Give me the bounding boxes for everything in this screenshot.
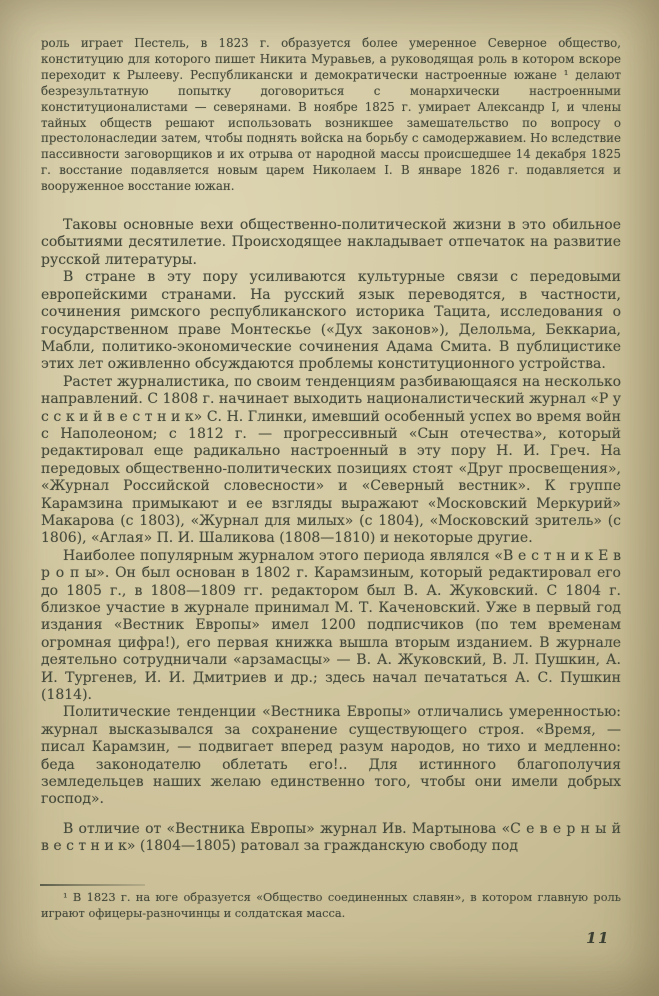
paragraph: В стране в эту пору усиливаются культурные связи с передовыми европейскими странами. На русский язык переводятся, в частности, сочинения римского республиканского историка Тацита, исследования о государственном праве Монтескье («Дух законов»), Делольма, Беккариа, Мабли, политико-экономические сочинения Адама Смита. В публицистике этих лет оживленно обсуждаются проблемы конституционного устройства. <box>41 269 621 373</box>
body-text-block <box>41 217 621 856</box>
paragraph: Наиболее популярным журналом этого периода являлся «В е с т н и к Е в р о п ы». Он был основан в 1802 г. Карамзиным, который редактировал его до 1805 г., в 1808—1809 гг. редактором был В. А. Жуковский. С 1804 г. близкое участие в журнале принимал М. Т. Каченовский. Уже в первый год издания «Вестник Европы» имел 1200 подписчиков (по тем временам огромная цифра!), его первая книжка вышла вторым изданием. В журнале деятельно сотрудничали «арзамасцы» — В. А. Жуковский, В. Л. Пушкин, А. И. Тургенев, И. И. Дмитриев и др.; здесь начал печататься А. С. Пушкин (1814). <box>41 547 621 704</box>
footnote-divider <box>40 884 145 886</box>
paragraph: Политические тенденции «Вестника Европы» отличались умеренностью: журнал высказывался за сохранение существующего строя. «Время, — писал Карамзин, — подвигает вперед разум народов, но тихо и медленно: беда законодателю облетать его!.. Для истинного благополучия земледельцев наших желаю единственно того, чтобы они имели добрых господ». <box>41 704 621 808</box>
paragraph: Таковы основные вехи общественно-политической жизни в это обильное событиями десятилетие. Происходящее накладывает отпечаток на развитие русской литературы. <box>41 217 621 268</box>
page-content <box>41 36 621 856</box>
paragraph: Растет журналистика, по своим тенденциям разбивающаяся на несколько направлений. С 1808 г. начинает выходить националистический журнал «Р у с с к и й в е с т н и к» С. Н. Глинки, имевший особенный успех во время войн с Наполеоном; с 1812 г. — прогрессивный «Сын отечества», который редактировал еще радикально настроенный в эту пору Н. И. Греч. На передовых общественно-политических позициях стоят «Друг просвещения», «Журнал Российской словесности» и «Северный вестник». К группе Карамзина примыкают и ее взгляды выражают «Московский Меркурий» Макарова (с 1803), «Журнал для милых» (с 1804), «Московский зритель» (с 1806), «Аглая» П. И. Шаликова (1808—1810) и некоторые другие. <box>41 373 621 547</box>
page-number: 11 <box>586 929 610 947</box>
petit-intro-paragraph: роль играет Пестель, в 1823 г. образуется более умеренное Северное общество, конституцию для которого пишет Никита Муравьев, а руководящая роль в котором вскоре переходит к Рылееву. Республикански и демократически настроенные южане ¹ делают безрезультатную попытку договориться с монархически настроенными конституционалистами — северянами. В ноябре 1825 г. умирает Александр I, и члены тайных обществ решают использовать возникшее замешательство по вопросу о престолонаследии затем, чтобы поднять войска на борьбу с самодержавием. Но вследствие пассивности заговорщиков и их отрыва от народной массы происшедшее 14 декабря 1825 г. восстание подавляется новым царем Николаем I. В январе 1826 г. подавляется и вооруженное восстание южан. <box>41 36 621 194</box>
footnote-text: ¹ В 1823 г. на юге образуется «Общество соединенных славян», в котором главную роль играют офицеры-разночинцы и солдатская масса. <box>41 890 621 920</box>
paragraph: В отличие от «Вестника Европы» журнал Ив. Мартынова «С е в е р н ы й в е с т н и к» (1804—1805) ратовал за гражданскую свободу под <box>41 820 621 855</box>
